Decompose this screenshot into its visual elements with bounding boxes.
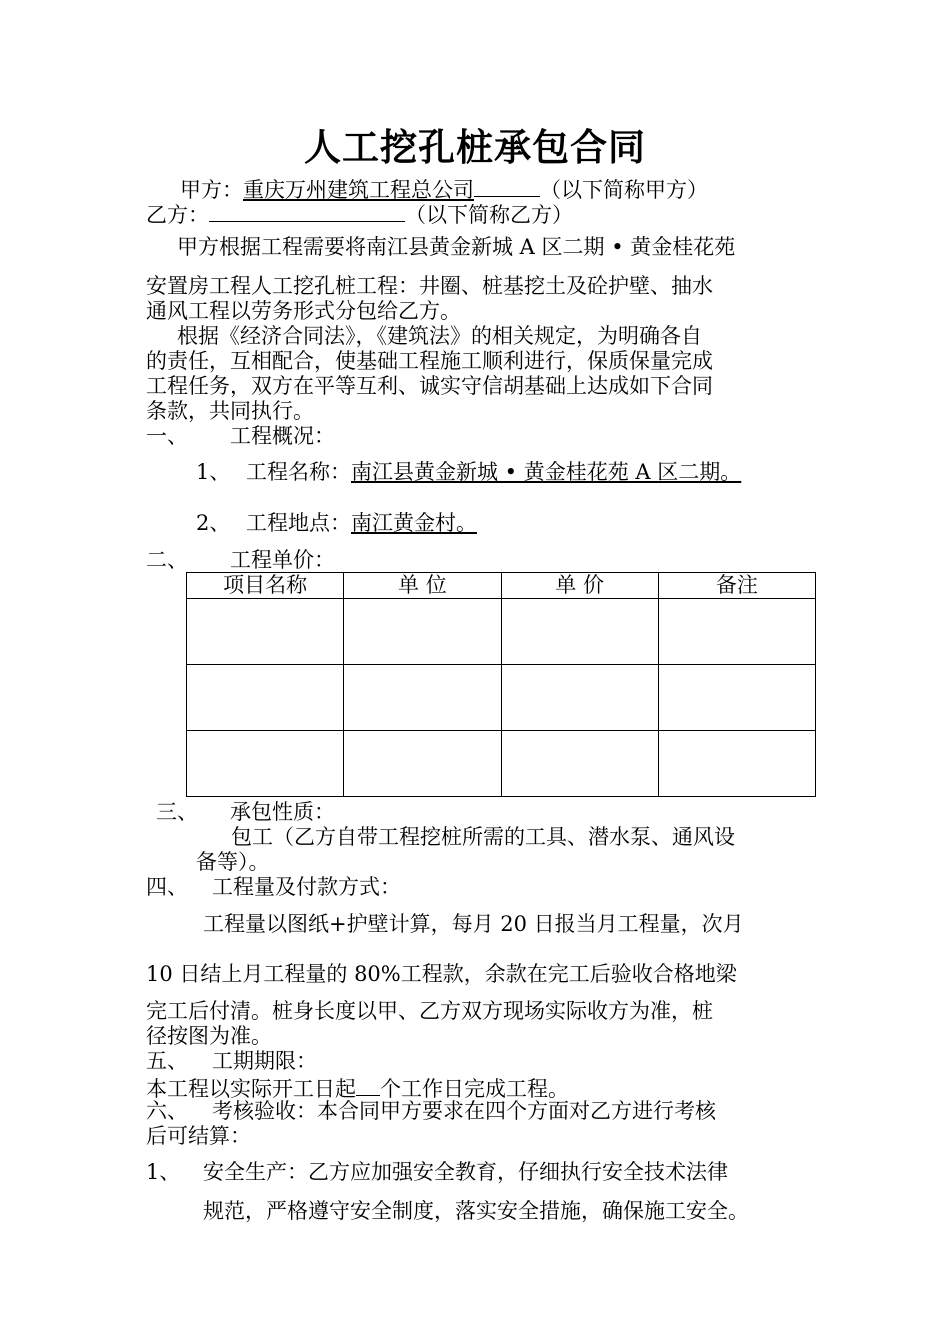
section-3-number: 三、 — [156, 800, 198, 824]
table-cell[interactable] — [187, 665, 344, 731]
project-name-row — [246, 460, 741, 485]
duration-suffix: 个工作日完成工程。 — [380, 1077, 569, 1101]
basis-line-1: 根据《经济合同法》，《建筑法》的相关规定，为明确各自 — [177, 324, 702, 348]
section-2-number: 二、 — [146, 548, 188, 572]
table-header-unit-price: 单 价 — [501, 573, 658, 599]
section-6-heading: 考核验收：本合同甲方要求在四个方面对乙方进行考核 — [212, 1099, 716, 1123]
intro-line-1: 甲方根据工程需要将南江县黄金新城 A 区二期 • 黄金桂花苑 — [177, 235, 736, 259]
table-cell[interactable] — [187, 599, 344, 665]
duration-prefix: 本工程以实际开工日起 — [146, 1077, 356, 1101]
section-4-line-1: 工程量以图纸+护壁计算，每月 20 日报当月工程量，次月 — [203, 912, 744, 936]
section-2-heading: 工程单价： — [230, 548, 335, 572]
table-cell[interactable] — [501, 599, 658, 665]
project-name-value[interactable]: 南江县黄金新城 • 黄金桂花苑 A 区二期。 — [351, 460, 742, 484]
section-6-number: 六、 — [146, 1099, 188, 1123]
party-b-label: 乙方： — [146, 203, 209, 227]
party-a-suffix: （以下简称甲方） — [540, 178, 708, 202]
table-header-item-name: 项目名称 — [187, 573, 344, 599]
section-4-line-2: 10 日结上月工程量的 80%工程款，余款在完工后验收合格地梁 — [146, 962, 737, 986]
party-a-blank[interactable] — [474, 175, 540, 197]
section-5-number: 五、 — [146, 1049, 188, 1073]
section-4-line-4: 径按图为准。 — [146, 1024, 272, 1048]
section-4-heading: 工程量及付款方式： — [212, 875, 401, 899]
section-3-heading: 承包性质： — [230, 800, 335, 824]
project-name-label: 工程名称： — [246, 460, 351, 484]
project-name-number: 1、 — [196, 460, 231, 484]
party-a-name[interactable]: 重庆万州建筑工程总公司 — [243, 178, 474, 202]
document-title: 人工挖孔桩承包合同 — [304, 126, 646, 169]
project-site-row — [246, 511, 477, 536]
section-6-item-1-line-2: 规范，严格遵守安全制度，落实安全措施，确保施工安全。 — [203, 1199, 749, 1223]
section-1-number: 一、 — [146, 424, 188, 448]
party-a-label: 甲方： — [180, 178, 243, 202]
table-cell[interactable] — [658, 731, 815, 797]
section-6-item-1-number: 1、 — [146, 1160, 181, 1184]
party-b-name-field[interactable] — [209, 200, 405, 222]
table-header-remarks: 备注 — [658, 573, 815, 599]
intro-line-3: 通风工程以劳务形式分包给乙方。 — [146, 299, 461, 323]
table-header-unit: 单 位 — [344, 573, 501, 599]
section-6-line-2: 后可结算： — [146, 1124, 251, 1148]
project-site-label: 工程地点： — [246, 511, 351, 535]
table-header-row — [187, 573, 816, 599]
table-cell[interactable] — [501, 731, 658, 797]
table-cell[interactable] — [658, 599, 815, 665]
section-1-heading: 工程概况： — [230, 424, 335, 448]
project-site-number: 2、 — [196, 511, 231, 535]
party-a-line — [180, 175, 708, 203]
table-cell[interactable] — [658, 665, 815, 731]
section-5-heading: 工期期限： — [212, 1049, 317, 1073]
table-cell[interactable] — [187, 731, 344, 797]
basis-line-4: 条款，共同执行。 — [146, 399, 314, 423]
project-site-value[interactable]: 南江黄金村。 — [351, 511, 477, 535]
intro-line-2: 安置房工程人工挖孔桩工程：井圈、桩基挖土及砼护壁、抽水 — [146, 274, 713, 298]
party-b-line — [146, 200, 573, 228]
section-3-line-2: 备等）。 — [196, 850, 270, 874]
table-cell[interactable] — [344, 599, 501, 665]
table-row — [187, 599, 816, 665]
section-4-number: 四、 — [146, 875, 188, 899]
section-6-item-1-line-1: 安全生产：乙方应加强安全教育，仔细执行安全技术法律 — [203, 1160, 728, 1184]
unit-price-table — [186, 572, 816, 797]
section-4-line-3: 完工后付清。桩身长度以甲、乙方双方现场实际收方为准，桩 — [146, 999, 713, 1023]
basis-line-3: 工程任务，双方在平等互利、诚实守信胡基础上达成如下合同 — [146, 374, 713, 398]
table-row — [187, 731, 816, 797]
section-3-line-1: 包工（乙方自带工程挖桩所需的工具、潜水泵、通风设 — [231, 825, 735, 849]
duration-days-field[interactable] — [356, 1074, 380, 1096]
section-5-line-1 — [146, 1074, 569, 1102]
table-cell[interactable] — [501, 665, 658, 731]
table-cell[interactable] — [344, 665, 501, 731]
basis-line-2: 的责任，互相配合，使基础工程施工顺利进行，保质保量完成 — [146, 349, 713, 373]
table-row — [187, 665, 816, 731]
table-cell[interactable] — [344, 731, 501, 797]
party-b-suffix: （以下简称乙方） — [405, 203, 573, 227]
